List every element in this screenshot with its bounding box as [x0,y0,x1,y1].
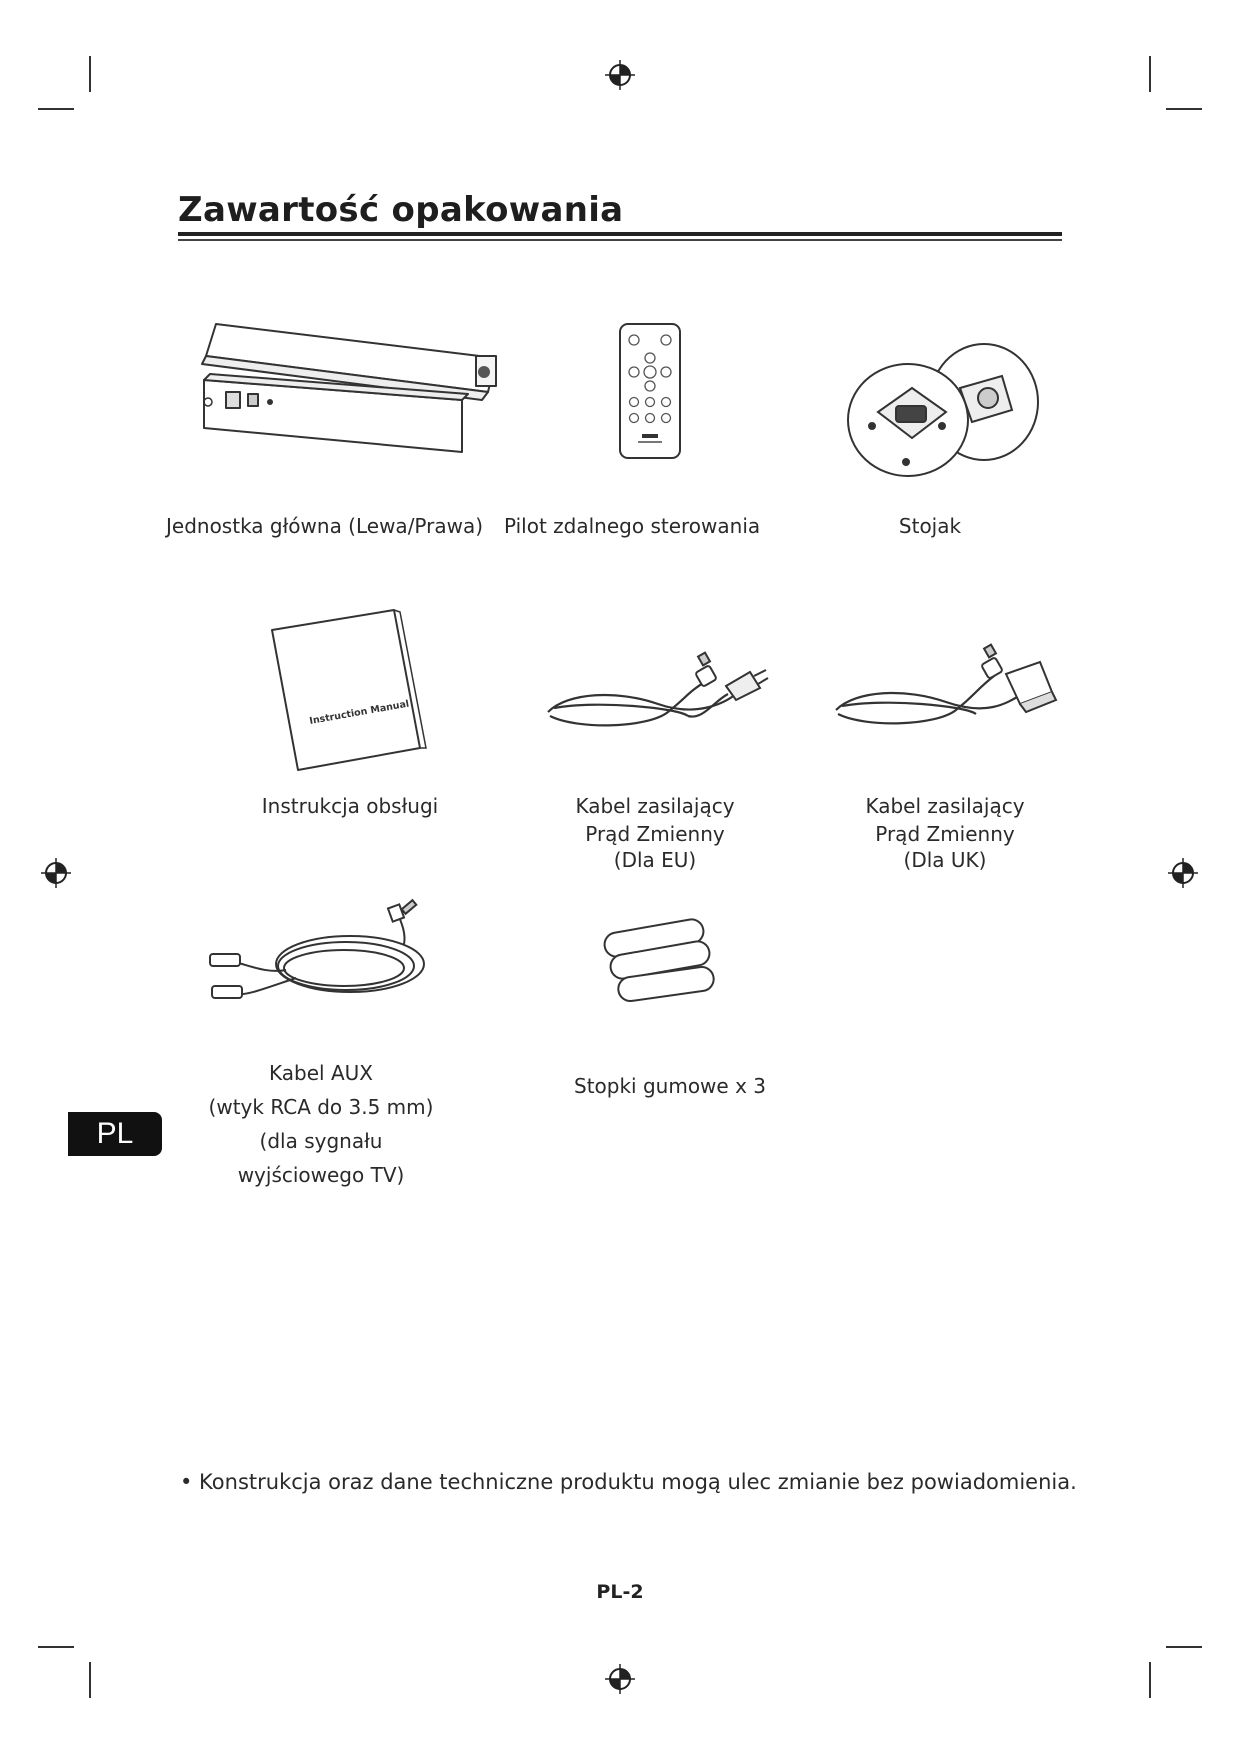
power-cable-uk-illustration-icon [826,640,1056,740]
caption-main-unit: Jednostka główna (Lewa/Prawa) [166,514,484,538]
caption-line: (Dla EU) [613,848,697,872]
footnote: • Konstrukcja oraz dane techniczne produktu mogą ulec zmianie bez powiadomienia. [180,1470,1077,1494]
manual-cover-text: Instruction Manual [308,698,411,727]
caption-power-eu [540,792,770,872]
caption-line: (wtyk RCA do 3.5 mm) [208,1095,434,1119]
caption-remote: Pilot zdalnego sterowania [504,514,761,538]
registration-mark-icon [603,1662,637,1696]
caption-stand: Stojak [898,514,962,538]
caption-line: (Dla UK) [903,848,987,872]
caption-line: Kabel AUX [269,1061,373,1085]
crop-mark-bl-h [38,1646,74,1648]
crop-mark-br-v [1149,1662,1151,1698]
caption-feet: Stopki gumowe x 3 [574,1074,766,1098]
manual-illustration-icon [268,606,428,776]
caption-line: wyjściowego TV) [237,1163,405,1187]
title-underline [178,232,1062,236]
caption-manual: Instrukcja obsługi [261,794,439,818]
caption-power-uk [830,792,1060,872]
registration-mark-icon [603,58,637,92]
title-underline-thin [178,239,1062,241]
rubber-feet-illustration-icon [596,918,720,1008]
crop-mark-tr-v [1149,56,1151,92]
caption-line: Prąd Zmienny [875,822,1015,846]
crop-mark-bl-v [89,1662,91,1698]
caption-line: Kabel zasilający [865,794,1025,818]
page-number: PL-2 [596,1581,644,1603]
page-title: Zawartość opakowania [178,190,624,230]
remote-control-illustration-icon [618,322,684,462]
crop-mark-br-h [1166,1646,1202,1648]
crop-mark-tl-h [38,108,74,110]
caption-line: Kabel zasilający [575,794,735,818]
power-cable-eu-illustration-icon [538,642,768,742]
caption-aux [196,1056,446,1192]
caption-line: Prąd Zmienny [585,822,725,846]
aux-cable-illustration-icon [206,904,436,1014]
soundbar-illustration-icon [196,318,506,458]
registration-mark-icon [39,856,73,890]
caption-line: (dla sygnału [259,1129,383,1153]
stand-illustration-icon [842,340,1042,480]
crop-mark-tr-h [1166,108,1202,110]
registration-mark-icon [1166,856,1200,890]
language-tab: PL [68,1112,162,1156]
crop-mark-tl-v [89,56,91,92]
